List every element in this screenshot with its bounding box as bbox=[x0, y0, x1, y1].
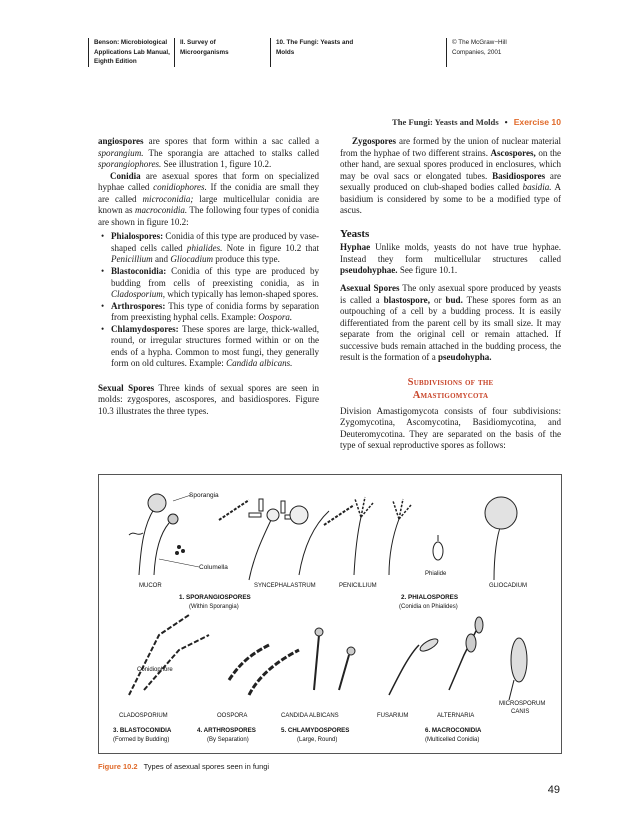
group-6-sub: (Multicelled Conidia) bbox=[425, 737, 480, 743]
label-sporangia: Sporangia bbox=[189, 492, 219, 499]
figure-caption-text: Types of asexual spores seen in fungi bbox=[143, 762, 270, 771]
label-microsporum-1: MICROSPORUM bbox=[499, 701, 546, 707]
label-mucor: MUCOR bbox=[139, 583, 162, 589]
mucor-stalk-2 bbox=[154, 523, 169, 575]
page-number: 49 bbox=[547, 784, 560, 796]
page-header bbox=[88, 38, 562, 67]
list-item: • Chlamydospores: These spores are large, thick-walled, round, or irregular structures formed within or on the ends of a hypha. Common to most fungi, they generally form on old cultures. Example: Candida albicans. bbox=[101, 324, 319, 370]
header-chapter-cell: 10. The Fungi: Yeasts and Molds bbox=[270, 38, 446, 67]
group-2-title: 2. PHIALOSPORES bbox=[401, 594, 459, 601]
gliocadium-head bbox=[485, 497, 517, 529]
paragraph-angiospores: angiospores are spores that form within a sac called a sporangium. The sporangia are attached to stalks called sporangiophores. See illustration 1, figure 10.2. bbox=[98, 136, 319, 170]
group-5-title: 5. CHLAMYDOSPORES bbox=[281, 727, 350, 734]
figure-10-2 bbox=[98, 474, 562, 754]
label-syncephalastrum: SYNCEPHALASTRUM bbox=[254, 583, 316, 589]
running-bullet: • bbox=[504, 117, 508, 127]
conidia-list bbox=[98, 231, 319, 370]
list-item: • Blastoconidia: Conidia of this type are produced by budding from cells of preexisting conidia, as in Cladosporium, which typically has lemon-shaped spores. bbox=[101, 266, 319, 301]
figure-caption bbox=[98, 762, 269, 771]
list-item: • Phialospores: Conidia of this type are produced by vase-shaped cells called phialides. Note in figure 10.2 that Penicillium and Gliocadium produce this type. bbox=[101, 231, 319, 266]
group-3-title: 3. BLASTOCONIDIA bbox=[113, 727, 172, 734]
spore-illustration bbox=[99, 475, 563, 755]
section-heading-subdivisions: Subdivisions of the Amastigomycota bbox=[407, 376, 494, 401]
header-part-cell: II. Survey of Microorganisms bbox=[174, 38, 270, 67]
figure-number: Figure 10.2 bbox=[98, 762, 138, 771]
chlamydospore bbox=[315, 628, 323, 636]
group-3-sub: (Formed by Budding) bbox=[113, 737, 170, 743]
label-candida: CANDIDA ALBICANS bbox=[281, 713, 339, 719]
section-heading-yeasts: Yeasts bbox=[340, 227, 370, 240]
mucor-sporangium-small bbox=[168, 514, 178, 524]
paragraph-zygospores: Zygospores are formed by the union of nuclear material from the hyphae of two different strains. Ascospores, on the other hand, are sexual spores produced in enclosures, which may be oval sacs or elongated tubes. Basidiospores are sexually produced on club-shaped bodies called basidia. A basidium is considered by some to be a modified type of ascus. bbox=[340, 136, 562, 216]
label-conidiophore: Conidiophore bbox=[137, 667, 173, 673]
paragraph-conidia: Conidia are asexual spores that form on specialized hyphae called conidiophores. If the conidia are small they are called microconidia; large multicellular conidia are known as macroconidia. The following four types of conidia are shown in figure 10.2: bbox=[98, 170, 319, 227]
running-title: The Fungi: Yeasts and Molds bbox=[392, 117, 499, 127]
group-4-title: 4. ARTHROSPORES bbox=[197, 727, 256, 734]
group-1-sub: (Within Sporangia) bbox=[189, 604, 239, 610]
syncephalastrum-head-2 bbox=[290, 506, 308, 524]
paragraph-asexual-spores: Asexual Spores The only asexual spore produced by yeasts is called a blastospore, or bud. These spores form as an outpouching of a cell by a budding process. It is easily differentiated from the parent cell by its small size. It may separate from the original cell or remain attached. If successive buds remain attached in the budding process, the result is the formation of a pseudohypha. bbox=[340, 283, 562, 363]
phialide bbox=[433, 542, 443, 560]
cladosporium-chain bbox=[129, 615, 189, 695]
alternaria bbox=[449, 625, 479, 690]
running-head bbox=[392, 117, 561, 127]
list-item: • Arthrospores: This type of conidia forms by separation from preexisting hyphal cells. Example: Oospora. bbox=[101, 301, 319, 324]
syncephalastrum-head bbox=[249, 499, 297, 521]
fusarium bbox=[389, 645, 419, 695]
label-alternaria: ALTERNARIA bbox=[437, 713, 475, 719]
label-fusarium: FUSARIUM bbox=[377, 713, 409, 719]
penicillium-chains bbox=[355, 497, 373, 517]
mucor-stalk bbox=[139, 509, 154, 575]
label-phialide: Phialide bbox=[425, 571, 447, 577]
header-copyright-cell: © The McGraw−Hill Companies, 2001 bbox=[446, 38, 562, 67]
mucor-sporangium bbox=[148, 494, 166, 512]
header-book-cell: Benson: Microbiological Applications Lab Manual, Eighth Edition bbox=[88, 38, 174, 67]
group-1-title: 1. SPORANGIOSPORES bbox=[179, 594, 251, 601]
paragraph-hyphae: Hyphae Unlike molds, yeasts do not have true hyphae. Instead they form multicellular structures called pseudohyphae. See figure 10.1. bbox=[340, 242, 561, 276]
microsporum bbox=[511, 638, 527, 682]
exercise-label: Exercise 10 bbox=[513, 117, 561, 127]
paragraph-sexual-spores: Sexual Spores Three kinds of sexual spores are seen in molds: zygospores, ascospores, and basidiospores. Figure 10.3 illustrates the three types. bbox=[98, 382, 319, 417]
group-4-sub: (By Separation) bbox=[207, 737, 249, 743]
label-cladosporium: CLADOSPORIUM bbox=[119, 713, 168, 719]
label-columella: Columella bbox=[199, 564, 228, 571]
group-2-sub: (Conidia on Phialides) bbox=[399, 604, 458, 610]
paragraph-division: Division Amastigomycota consists of four subdivisions: Zygomycotina, Ascomycotina, Basidiomycotina, and Deuteromycotina. They are separated on the basis of the type of sexual reproductive spores as follows: bbox=[340, 405, 561, 451]
group-5-sub: (Large, Round) bbox=[297, 737, 338, 743]
label-microsporum-2: CANIS bbox=[511, 709, 530, 715]
label-oospora: OOSPORA bbox=[217, 713, 248, 719]
label-gliocadium: GLIOCADIUM bbox=[489, 583, 528, 589]
label-penicillium: PENICILLIUM bbox=[339, 583, 377, 589]
left-column bbox=[98, 136, 319, 418]
group-6-title: 6. MACROCONIDIA bbox=[425, 727, 482, 734]
mucor-columella bbox=[129, 533, 143, 535]
right-column bbox=[340, 136, 561, 452]
